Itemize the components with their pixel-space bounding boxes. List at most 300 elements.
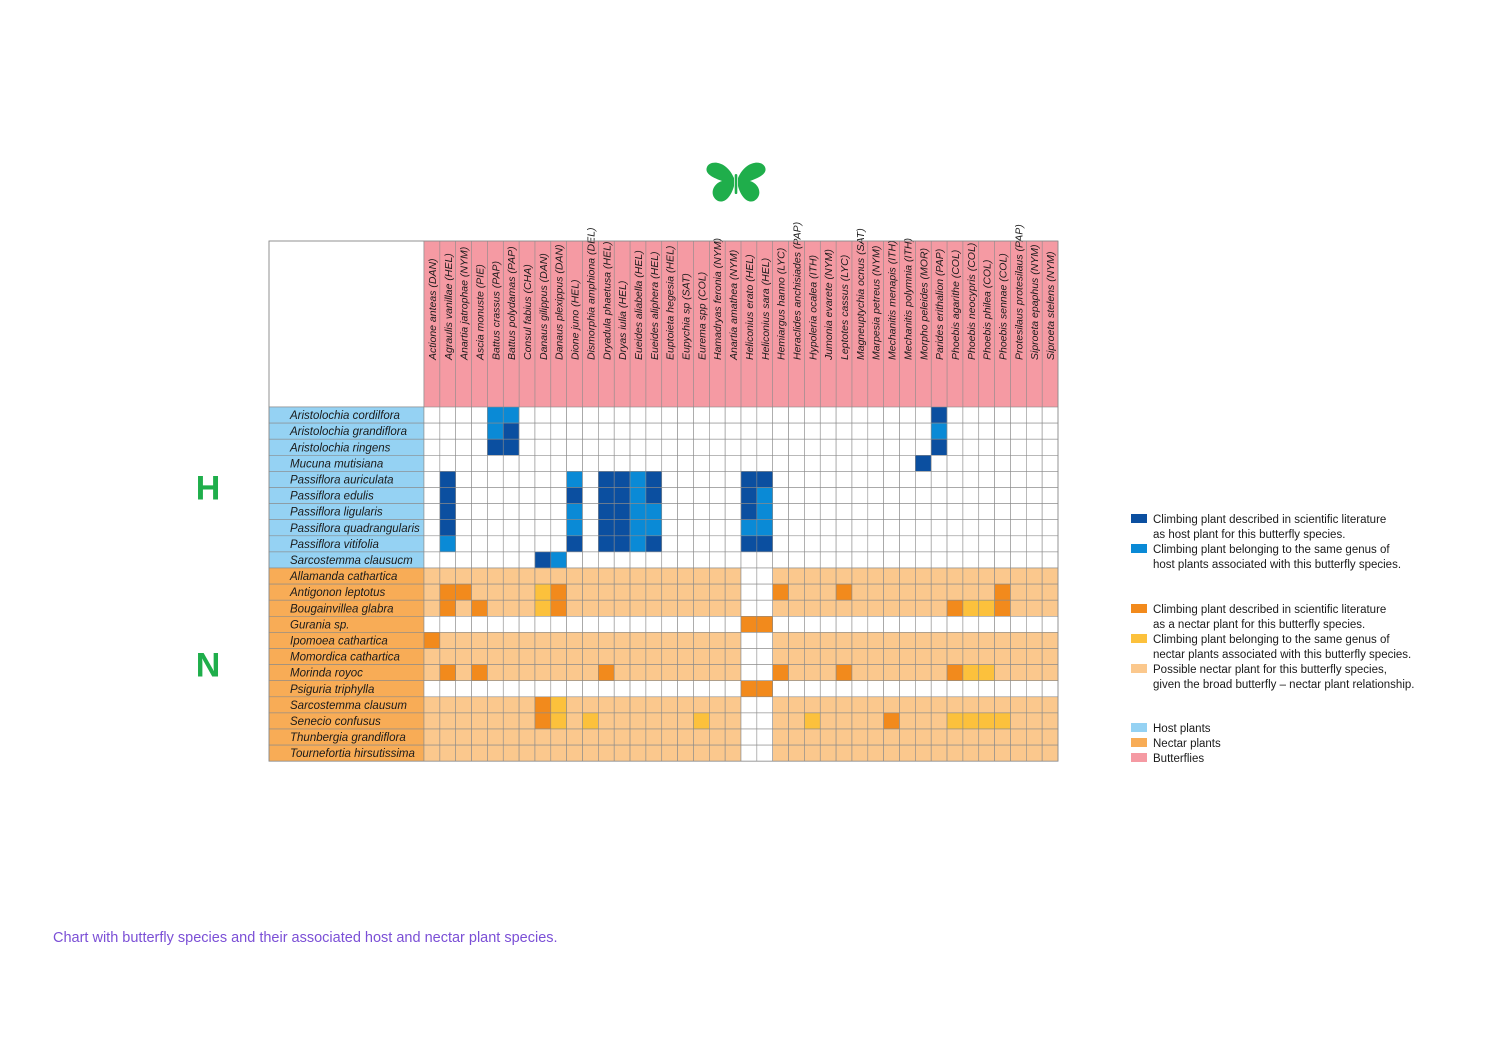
cell: [725, 552, 741, 568]
cell: [456, 423, 472, 439]
cell: [487, 697, 503, 713]
cell: [773, 552, 789, 568]
chart-grid: [196, 222, 1058, 761]
cell: [630, 552, 646, 568]
butterfly-label: Parides erithalion (PAP): [934, 248, 947, 360]
cell: [1026, 649, 1042, 665]
butterfly-label: Mechanitis polymnia (ITH): [902, 238, 915, 360]
cell: [947, 649, 963, 665]
cell: [1026, 713, 1042, 729]
cell: [598, 423, 614, 439]
cell: [456, 568, 472, 584]
cell: [519, 423, 535, 439]
cell: [725, 520, 741, 536]
cell: [456, 713, 472, 729]
cell: [852, 407, 868, 423]
cell: [693, 616, 709, 632]
cell: [836, 407, 852, 423]
cell: [820, 455, 836, 471]
cell: [884, 520, 900, 536]
cell: [852, 697, 868, 713]
cell: [947, 439, 963, 455]
cell: [947, 520, 963, 536]
cell: [472, 632, 488, 648]
cell: [456, 745, 472, 761]
butterfly-label: Mechanitis menapis (ITH): [886, 240, 899, 360]
cell: [773, 713, 789, 729]
cell: [693, 552, 709, 568]
cell: [804, 665, 820, 681]
cell: [709, 471, 725, 487]
cell: [424, 520, 440, 536]
cell: [1042, 552, 1058, 568]
cell: [1010, 697, 1026, 713]
butterfly-label: Ascia monuste (PIE): [474, 264, 487, 360]
cell: [995, 504, 1011, 520]
cell: [773, 665, 789, 681]
butterfly-label: Anartia amathea (NYM): [728, 249, 741, 360]
cell: [551, 665, 567, 681]
cell: [630, 697, 646, 713]
cell: [1042, 455, 1058, 471]
cell: [551, 632, 567, 648]
cell: [884, 552, 900, 568]
cell: [583, 455, 599, 471]
cell: [820, 520, 836, 536]
cell: [424, 600, 440, 616]
cell: [503, 729, 519, 745]
cell: [440, 745, 456, 761]
cell: [979, 568, 995, 584]
cell: [630, 649, 646, 665]
cell: [456, 504, 472, 520]
legend: [1131, 514, 1414, 765]
cell: [884, 536, 900, 552]
cell: [678, 616, 694, 632]
cell: [804, 697, 820, 713]
cell: [931, 552, 947, 568]
cell: [836, 552, 852, 568]
cell: [662, 697, 678, 713]
cell: [757, 520, 773, 536]
cell: [789, 584, 805, 600]
cell: [931, 488, 947, 504]
cell: [1010, 584, 1026, 600]
cell: [535, 455, 551, 471]
cell: [900, 584, 916, 600]
cell: [583, 649, 599, 665]
cell: [900, 632, 916, 648]
cell: [868, 520, 884, 536]
cell: [583, 665, 599, 681]
cell: [947, 632, 963, 648]
cell: [567, 713, 583, 729]
cell: [1042, 520, 1058, 536]
cell: [487, 745, 503, 761]
cell: [820, 713, 836, 729]
cell: [472, 520, 488, 536]
cell: [757, 616, 773, 632]
header-corner: [269, 241, 424, 407]
cell: [472, 423, 488, 439]
cell: [630, 520, 646, 536]
cell: [820, 407, 836, 423]
butterfly-label: Eueides aliphera (HEL): [648, 251, 661, 360]
cell: [789, 552, 805, 568]
plant-label: Allamanda cathartica: [290, 571, 398, 584]
cell: [741, 632, 757, 648]
cell: [963, 423, 979, 439]
cell: [757, 649, 773, 665]
butterfly-label: Jumonia evarete (NYM): [823, 249, 836, 360]
cell: [1042, 536, 1058, 552]
cell: [947, 423, 963, 439]
cell: [598, 745, 614, 761]
cell: [1042, 439, 1058, 455]
cell: [900, 616, 916, 632]
cell: [456, 455, 472, 471]
cell: [820, 616, 836, 632]
cell: [646, 520, 662, 536]
cell: [535, 439, 551, 455]
cell: [472, 471, 488, 487]
cell: [804, 488, 820, 504]
cell: [440, 584, 456, 600]
cell: [725, 536, 741, 552]
cell: [995, 681, 1011, 697]
cell: [757, 713, 773, 729]
cell: [757, 423, 773, 439]
cell: [693, 713, 709, 729]
cell: [900, 665, 916, 681]
cell: [440, 407, 456, 423]
cell: [472, 649, 488, 665]
cell: [487, 616, 503, 632]
cell: [1042, 665, 1058, 681]
cell: [995, 729, 1011, 745]
cell: [424, 665, 440, 681]
cell: [1010, 632, 1026, 648]
cell: [773, 455, 789, 471]
cell: [678, 697, 694, 713]
cell: [725, 649, 741, 665]
cell: [979, 713, 995, 729]
cell: [804, 649, 820, 665]
legend-text: Butterflies: [1153, 753, 1205, 765]
cell: [915, 504, 931, 520]
cell: [884, 745, 900, 761]
butterfly-label: Battus polydamas (PAP): [506, 246, 519, 360]
cell: [852, 488, 868, 504]
cell: [583, 729, 599, 745]
cell: [900, 423, 916, 439]
plant-label: Morinda royoc: [290, 667, 363, 680]
butterfly-label: Protesilaus protesilaus (PAP): [1013, 224, 1026, 360]
legend-text: Climbing plant belonging to the same genus of: [1153, 544, 1390, 556]
cell: [852, 423, 868, 439]
cell: [947, 584, 963, 600]
cell: [598, 504, 614, 520]
cell: [709, 488, 725, 504]
cell: [1042, 504, 1058, 520]
butterfly-label: Heliconius erato (HEL): [743, 254, 756, 360]
cell: [519, 536, 535, 552]
cell: [456, 600, 472, 616]
cell: [614, 632, 630, 648]
cell: [836, 616, 852, 632]
cell: [693, 665, 709, 681]
cell: [503, 632, 519, 648]
cell: [614, 681, 630, 697]
cell: [1042, 729, 1058, 745]
cell: [820, 439, 836, 455]
cell: [1026, 745, 1042, 761]
cell: [963, 504, 979, 520]
cell: [931, 600, 947, 616]
cell: [583, 536, 599, 552]
cell: [836, 568, 852, 584]
cell: [852, 471, 868, 487]
cell: [963, 439, 979, 455]
butterfly-label: Consul fabius (CHA): [522, 264, 535, 360]
cell: [995, 455, 1011, 471]
cell: [995, 745, 1011, 761]
cell: [915, 423, 931, 439]
cell: [614, 745, 630, 761]
cell: [535, 552, 551, 568]
cell: [868, 488, 884, 504]
cell: [884, 729, 900, 745]
cell: [995, 649, 1011, 665]
cell: [1010, 423, 1026, 439]
cell: [900, 520, 916, 536]
cell: [836, 455, 852, 471]
cell: [1026, 584, 1042, 600]
cell: [693, 423, 709, 439]
cell: [598, 568, 614, 584]
cell: [1026, 407, 1042, 423]
cell: [503, 455, 519, 471]
cell: [678, 568, 694, 584]
cell: [709, 745, 725, 761]
cell: [995, 407, 1011, 423]
cell: [995, 488, 1011, 504]
cell: [551, 616, 567, 632]
cell: [979, 697, 995, 713]
cell: [868, 729, 884, 745]
cell: [725, 488, 741, 504]
butterfly-label: Anartia jatrophae (NYM): [458, 246, 471, 360]
cell: [472, 536, 488, 552]
cell: [820, 568, 836, 584]
cell: [1042, 616, 1058, 632]
cell: [789, 745, 805, 761]
cell: [709, 665, 725, 681]
cell: [503, 649, 519, 665]
cell: [789, 665, 805, 681]
cell: [693, 681, 709, 697]
cell: [678, 681, 694, 697]
cell: [551, 600, 567, 616]
cell: [551, 439, 567, 455]
cell: [900, 536, 916, 552]
cell: [424, 423, 440, 439]
cell: [678, 455, 694, 471]
cell: [789, 697, 805, 713]
cell: [852, 616, 868, 632]
cell: [868, 600, 884, 616]
butterfly-label: Hemiargus hanno (LYC): [775, 247, 788, 360]
cell: [757, 407, 773, 423]
cell: [662, 649, 678, 665]
cell: [900, 600, 916, 616]
cell: [836, 632, 852, 648]
cell: [440, 681, 456, 697]
cell: [773, 488, 789, 504]
cell: [472, 665, 488, 681]
cell: [535, 536, 551, 552]
butterfly-label: Eupychia sp (SAT): [680, 273, 693, 360]
cell: [567, 697, 583, 713]
cell: [487, 455, 503, 471]
cell: [884, 632, 900, 648]
butterfly-label: Dryadula phaetusa (HEL): [601, 241, 614, 360]
cell: [820, 536, 836, 552]
cell: [868, 697, 884, 713]
cell: [519, 713, 535, 729]
cell: [820, 584, 836, 600]
cell: [1026, 504, 1042, 520]
cell: [1042, 584, 1058, 600]
cell: [583, 552, 599, 568]
cell: [868, 536, 884, 552]
cell: [741, 649, 757, 665]
cell: [519, 439, 535, 455]
butterfly-label: Magneuptychia ocnus (SAT): [854, 228, 867, 360]
cell: [804, 439, 820, 455]
cell: [678, 407, 694, 423]
cell: [773, 568, 789, 584]
cell: [852, 439, 868, 455]
cell: [915, 439, 931, 455]
cell: [900, 552, 916, 568]
cell: [1026, 600, 1042, 616]
cell: [741, 423, 757, 439]
cell: [979, 520, 995, 536]
cell: [947, 729, 963, 745]
cell: [535, 600, 551, 616]
cell: [693, 697, 709, 713]
butterfly-label: Phoebis agarithe (COL): [949, 249, 962, 360]
cell: [741, 681, 757, 697]
cell: [868, 455, 884, 471]
cell: [995, 536, 1011, 552]
cell: [868, 681, 884, 697]
cell: [741, 439, 757, 455]
cell: [487, 504, 503, 520]
cell: [440, 713, 456, 729]
cell: [804, 600, 820, 616]
cell: [900, 697, 916, 713]
cell: [1010, 455, 1026, 471]
cell: [979, 423, 995, 439]
cell: [535, 697, 551, 713]
butterfly-label: Marpesia petreus (NYM): [870, 245, 883, 360]
cell: [709, 407, 725, 423]
cell: [852, 504, 868, 520]
butterfly-icon: [706, 163, 765, 202]
cell: [979, 455, 995, 471]
cell: [900, 504, 916, 520]
cell: [535, 488, 551, 504]
cell: [868, 439, 884, 455]
cell: [725, 504, 741, 520]
cell: [567, 649, 583, 665]
cell: [535, 520, 551, 536]
cell: [662, 632, 678, 648]
cell: [456, 665, 472, 681]
cell: [519, 552, 535, 568]
cell: [583, 713, 599, 729]
cell: [456, 697, 472, 713]
cell: [931, 439, 947, 455]
cell: [804, 423, 820, 439]
cell: [963, 745, 979, 761]
cell: [852, 632, 868, 648]
cell: [900, 471, 916, 487]
butterfly-label: Danaus plexippus (DAN): [553, 244, 566, 360]
cell: [662, 552, 678, 568]
cell: [598, 584, 614, 600]
cell: [1010, 520, 1026, 536]
cell: [709, 520, 725, 536]
cell: [693, 439, 709, 455]
cell: [472, 713, 488, 729]
cell: [614, 471, 630, 487]
cell: [598, 665, 614, 681]
cell: [1010, 713, 1026, 729]
cell: [757, 584, 773, 600]
cell: [693, 471, 709, 487]
cell: [852, 713, 868, 729]
cell: [693, 536, 709, 552]
cell: [567, 520, 583, 536]
cell: [551, 407, 567, 423]
cell: [1026, 729, 1042, 745]
cell: [567, 488, 583, 504]
cell: [1010, 745, 1026, 761]
cell: [820, 471, 836, 487]
cell: [693, 407, 709, 423]
cell: [995, 568, 1011, 584]
cell: [915, 407, 931, 423]
plant-label: Bougainvillea glabra: [290, 603, 394, 616]
cell: [900, 439, 916, 455]
cell: [804, 536, 820, 552]
cell: [900, 713, 916, 729]
cell: [598, 713, 614, 729]
cell: [567, 471, 583, 487]
cell: [963, 536, 979, 552]
cell: [995, 471, 1011, 487]
cell: [678, 423, 694, 439]
cell: [1010, 536, 1026, 552]
cell: [440, 616, 456, 632]
cell: [995, 552, 1011, 568]
cell: [662, 568, 678, 584]
cell: [535, 632, 551, 648]
cell: [741, 568, 757, 584]
